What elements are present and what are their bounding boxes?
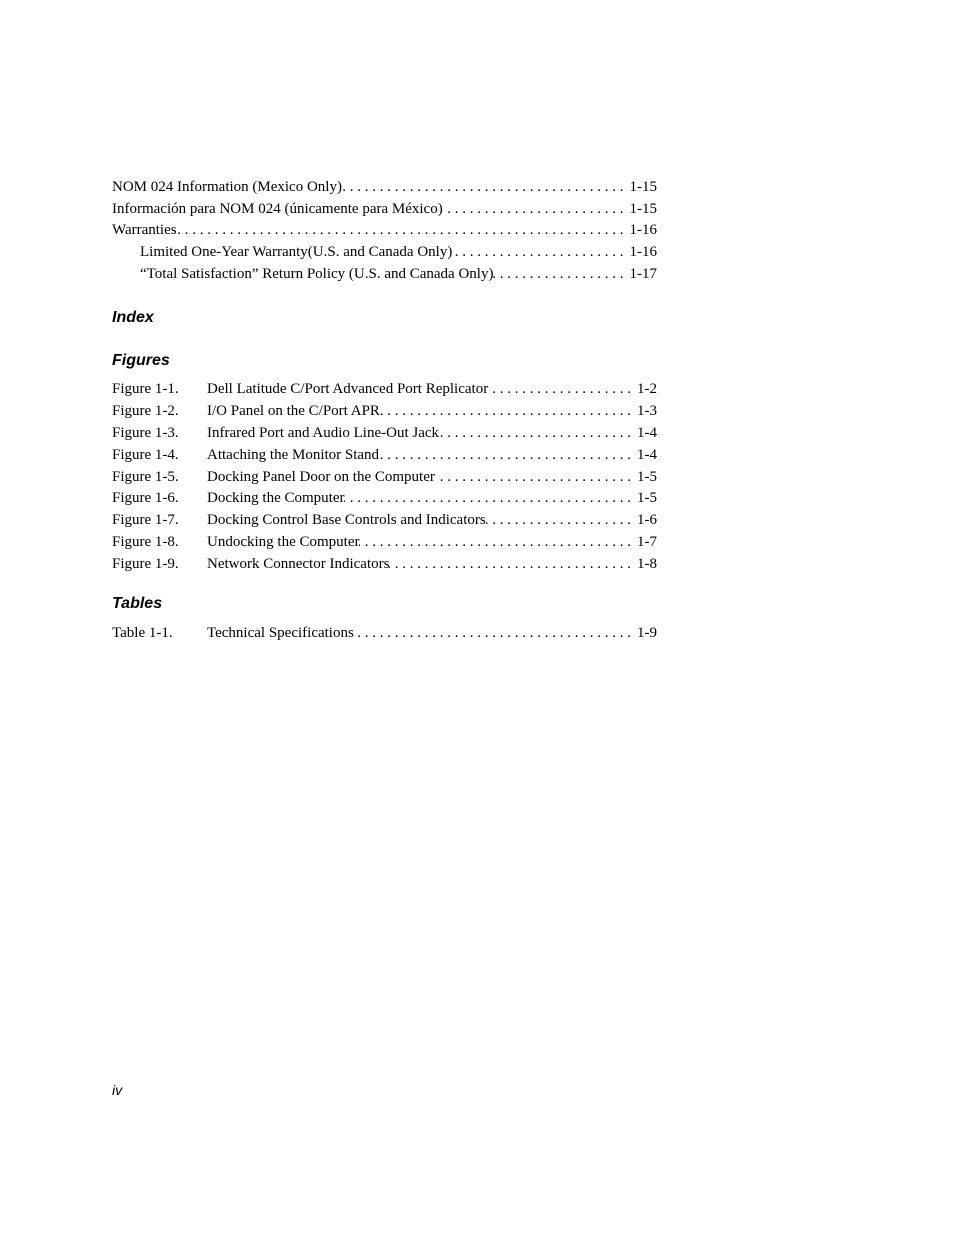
dot-leader — [486, 510, 631, 530]
table-entry[interactable] — [112, 623, 657, 643]
dot-leader — [342, 177, 624, 197]
figure-page: 1-3 — [637, 403, 657, 419]
figure-title: Docking Panel Door on the Computer — [207, 469, 435, 485]
table-page: 1-9 — [637, 625, 657, 641]
dot-leader — [488, 379, 631, 399]
toc-entry-page: 1-16 — [629, 222, 657, 238]
figure-title: Docking Control Base Controls and Indicators — [207, 512, 486, 528]
toc-entry-return-policy[interactable] — [140, 264, 657, 284]
toc-entry-title: “Total Satisfaction” Return Policy (U.S. and Canada Only) — [140, 266, 494, 282]
toc-entry-title: NOM 024 Information (Mexico Only) — [112, 179, 342, 195]
figure-title: Undocking the Computer — [207, 534, 360, 550]
toc-entry-warranties[interactable] — [112, 220, 657, 240]
figure-page: 1-5 — [637, 469, 657, 485]
figure-entry[interactable] — [112, 379, 657, 399]
figure-number: Figure 1-6. — [112, 490, 179, 506]
table-title: Technical Specifications — [207, 625, 354, 641]
figure-number: Figure 1-9. — [112, 556, 179, 572]
dot-leader — [177, 220, 624, 240]
figure-page: 1-2 — [637, 381, 657, 397]
figure-number: Figure 1-5. — [112, 469, 179, 485]
figure-title: Network Connector Indicators — [207, 556, 390, 572]
figure-page: 1-8 — [637, 556, 657, 572]
figure-entry[interactable] — [112, 532, 657, 552]
dot-leader — [380, 401, 631, 421]
figure-title: Infrared Port and Audio Line-Out Jack — [207, 425, 440, 441]
dot-leader — [344, 488, 631, 508]
figure-number: Figure 1-3. — [112, 425, 179, 441]
toc-entry-nom-024[interactable] — [112, 177, 657, 197]
toc-entry-title: Warranties — [112, 222, 177, 238]
figure-entry[interactable] — [112, 445, 657, 465]
figure-entry[interactable] — [112, 510, 657, 530]
figure-page: 1-6 — [637, 512, 657, 528]
table-number: Table 1-1. — [112, 625, 173, 641]
dot-leader — [389, 554, 631, 574]
dot-leader — [359, 532, 631, 552]
dot-leader — [493, 264, 623, 284]
toc-entry-limited-warranty[interactable] — [140, 242, 657, 262]
dot-leader — [439, 423, 631, 443]
figure-number: Figure 1-1. — [112, 381, 179, 397]
figure-entry[interactable] — [112, 554, 657, 574]
dot-leader — [354, 623, 631, 643]
figure-page: 1-5 — [637, 490, 657, 506]
page-number: iv — [112, 1082, 123, 1098]
figure-title: I/O Panel on the C/Port APR — [207, 403, 380, 419]
figure-title: Dell Latitude C/Port Advanced Port Replicator — [207, 381, 489, 397]
figure-entry[interactable] — [112, 423, 657, 443]
figure-entry[interactable] — [112, 488, 657, 508]
figure-number: Figure 1-8. — [112, 534, 179, 550]
figure-page: 1-4 — [637, 447, 657, 463]
figures-heading: Figures — [112, 352, 170, 369]
toc-entry-title: Limited One-Year Warranty(U.S. and Canada Only) — [140, 244, 453, 260]
index-heading[interactable]: Index — [112, 309, 154, 326]
dot-leader — [379, 445, 631, 465]
toc-entry-page: 1-15 — [629, 179, 657, 195]
figure-number: Figure 1-2. — [112, 403, 179, 419]
toc-entry-informacion-nom-024[interactable] — [112, 199, 657, 219]
dot-leader — [435, 467, 631, 487]
toc-entry-title: Información para NOM 024 (únicamente para México) — [112, 201, 443, 217]
figure-number: Figure 1-7. — [112, 512, 179, 528]
toc-entry-page: 1-15 — [629, 201, 657, 217]
dot-leader — [443, 199, 624, 219]
tables-heading: Tables — [112, 595, 163, 612]
toc-entry-page: 1-17 — [629, 266, 657, 282]
dot-leader — [452, 242, 623, 262]
figure-entry[interactable] — [112, 401, 657, 421]
figure-title: Docking the Computer — [207, 490, 345, 506]
figure-page: 1-4 — [637, 425, 657, 441]
figure-page: 1-7 — [637, 534, 657, 550]
figure-title: Attaching the Monitor Stand — [207, 447, 380, 463]
figure-entry[interactable] — [112, 467, 657, 487]
figure-number: Figure 1-4. — [112, 447, 179, 463]
toc-entry-page: 1-16 — [629, 244, 657, 260]
